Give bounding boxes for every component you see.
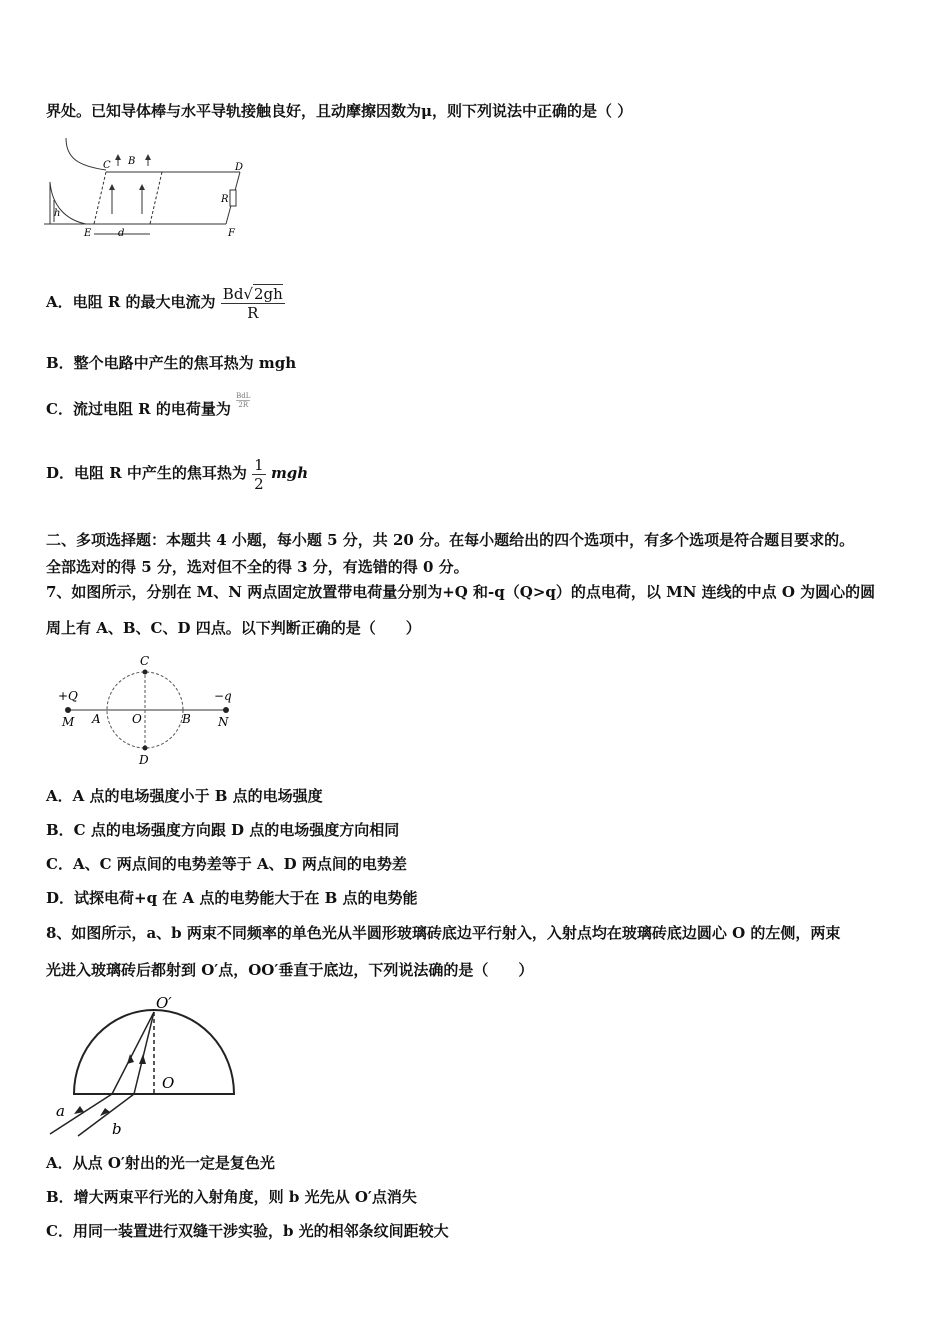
- label-Oprime: O′: [156, 994, 172, 1012]
- label-D: D: [139, 753, 149, 767]
- q8-stem-line2: 光进入玻璃砖后都射到 O′点，OO′垂直于底边，下列说法确的是（ ）: [46, 961, 534, 979]
- q6-option-A: A．电阻 R 的最大电流为 $\frac{Bd√2gh}{R}$: [46, 284, 283, 322]
- q7-option-A: A．A 点的电场强度小于 B 点的电场强度: [46, 787, 323, 805]
- q7-option-B: B．C 点的电场强度方向跟 D 点的电场强度方向相同: [46, 821, 400, 839]
- label-R: R: [221, 194, 229, 205]
- label-N: N: [218, 715, 229, 729]
- label-minusq: −q: [214, 689, 232, 703]
- q7-option-C: C．A、C 两点间的电势差等于 A、D 两点间的电势差: [46, 855, 407, 873]
- label-B: B: [182, 712, 191, 726]
- charge-N-dot: [223, 707, 229, 713]
- label-C: C: [103, 160, 111, 171]
- q8-stem-line1: 8、如图所示，a、b 两束不同频率的单色光从半圆形玻璃砖底边平行射入，入射点均在玻璃砖底边圆心 O 的左侧，两束: [46, 924, 841, 942]
- label-F: F: [228, 228, 235, 239]
- q6-option-C: C．流过电阻 R 的电荷量为 $\frac{\text{BdL}}{2R}$: [46, 392, 251, 418]
- q7-stem-line1: 7、如图所示，分别在 M、N 两点固定放置带电荷量分别为+Q 和-q（Q>q）的点电荷，以 MN 连线的中点 O 为圆心的圆: [46, 583, 876, 601]
- charge-M-dot: [65, 707, 71, 713]
- q8-option-B: B．增大两束平行光的入射角度，则 b 光先从 O′点消失: [46, 1188, 417, 1206]
- fraction-D: $\frac{1}{2}$: [254, 455, 264, 493]
- label-B: B: [128, 156, 136, 167]
- label-d: d: [118, 228, 125, 239]
- fraction-C: $\frac{\text{BdL}}{2R}$: [236, 392, 251, 409]
- q6-rail-figure: [44, 136, 254, 240]
- q7-stem-line2: 周上有 A、B、C、D 四点。以下判断正确的是（ ）: [46, 619, 421, 637]
- label-M: M: [62, 715, 75, 729]
- label-a: a: [56, 1102, 65, 1120]
- label-E: E: [84, 228, 92, 239]
- section2-line1: 二、多项选择题：本题共 4 小题，每小题 5 分，共 20 分。在每小题给出的四个选项中，有多个选项是符合题目要求的。: [46, 531, 855, 549]
- q6-option-B: B．整个电路中产生的焦耳热为 mgh: [46, 354, 297, 372]
- q6-option-D: D．电阻 R 中产生的焦耳热为 $\frac{1}{2}$ mgh: [46, 455, 309, 493]
- q7-option-D: D．试探电荷+q 在 A 点的电势能大于在 B 点的电势能: [46, 889, 418, 907]
- label-h: h: [54, 208, 61, 219]
- q6-stem: 界处。已知导体棒与水平导轨接触良好，且动摩擦因数为μ，则下列说法中正确的是（ ）: [46, 102, 633, 120]
- section2-line2: 全部选对的得 5 分，选对但不全的得 3 分，有选错的得 0 分。: [46, 558, 469, 576]
- q7-charge-figure: [54, 650, 244, 768]
- q8-glass-figure: [44, 992, 244, 1142]
- label-O: O: [132, 712, 142, 726]
- label-D: D: [235, 162, 244, 173]
- label-O: O: [162, 1074, 175, 1092]
- q8-option-C: C．用同一装置进行双缝干涉实验，b 光的相邻条纹间距较大: [46, 1222, 449, 1240]
- label-b: b: [112, 1120, 122, 1138]
- curved-rail-top: [66, 138, 106, 170]
- q8-option-A: A．从点 O′射出的光一定是复色光: [46, 1154, 275, 1172]
- label-plusQ: +Q: [58, 689, 78, 703]
- label-C: C: [140, 654, 150, 668]
- fraction-A: $\frac{Bd√2gh}{R}$: [222, 284, 283, 322]
- label-A: A: [92, 712, 101, 726]
